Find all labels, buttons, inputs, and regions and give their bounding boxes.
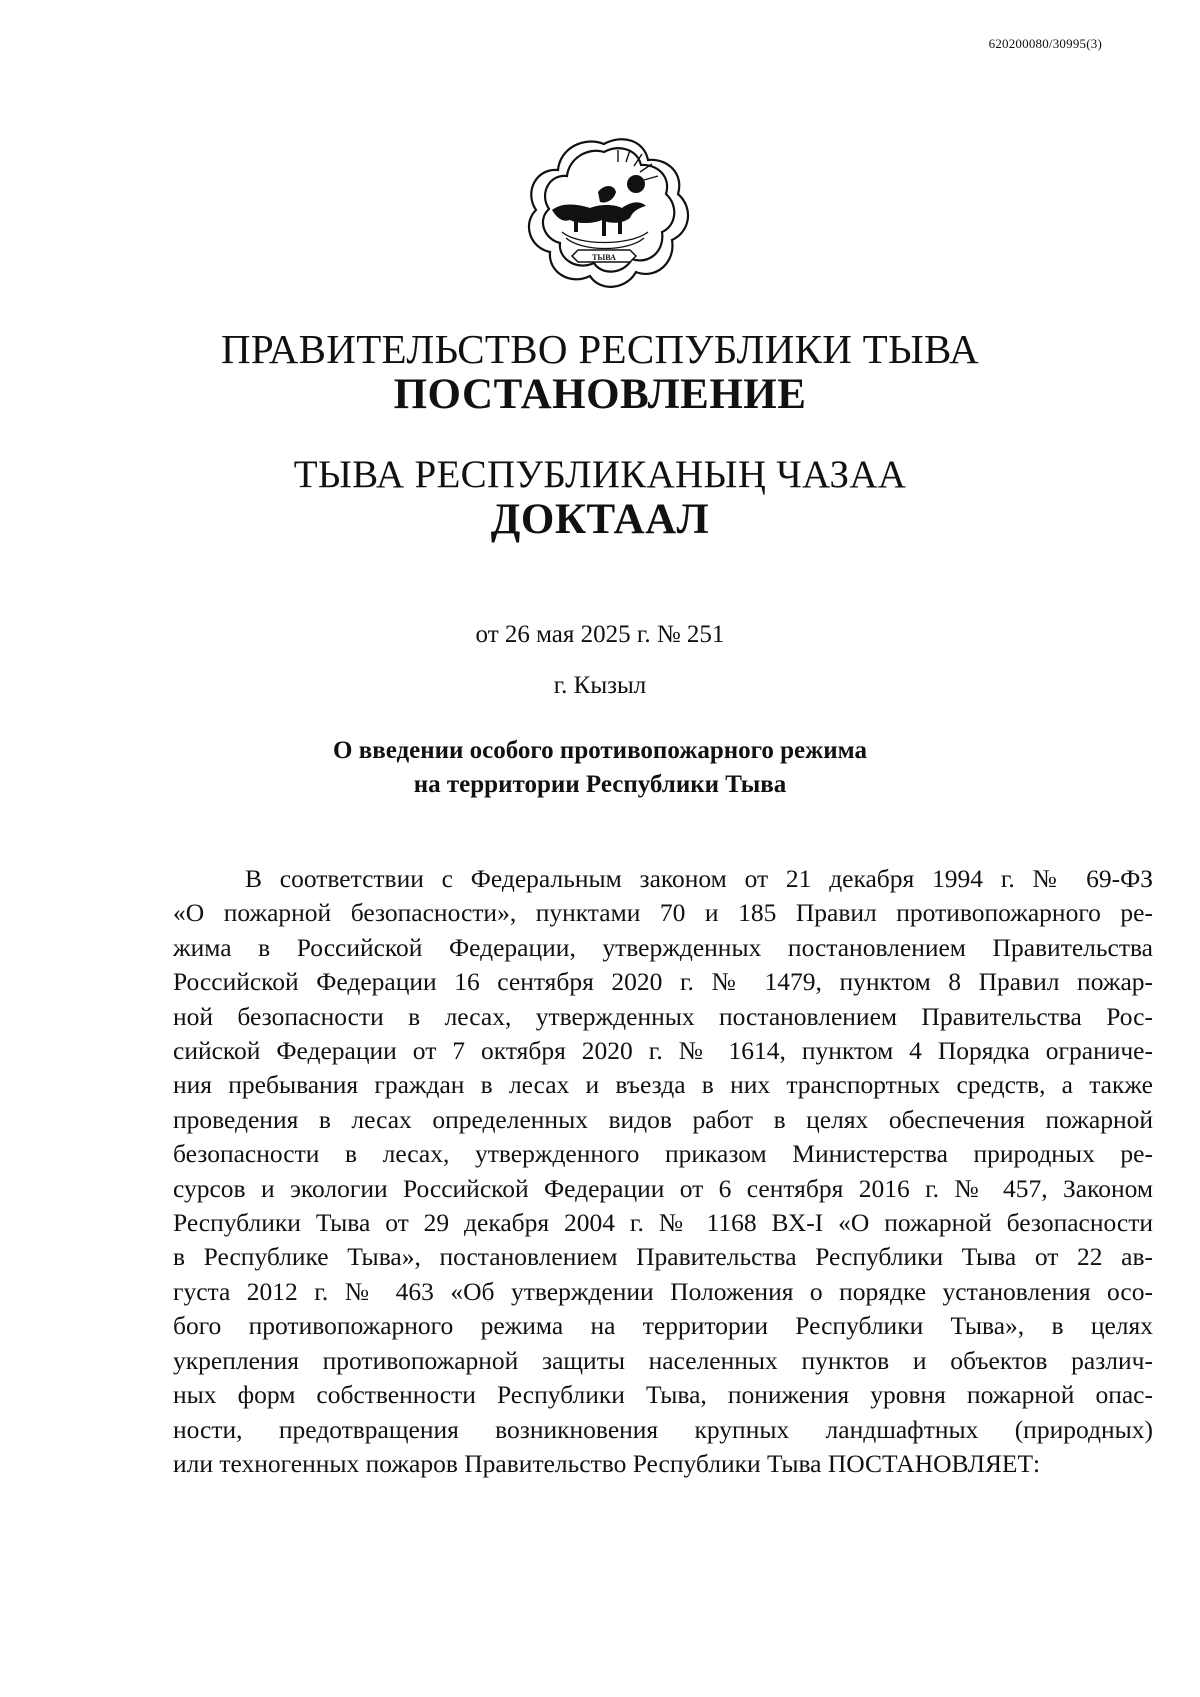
decree-subject-title-line: О введении особого противопожарного режима [333,737,867,764]
emblem-ribbon-text: ТЫВА [592,253,616,262]
decree-subject-title-line: на территории Республики Тыва [413,771,787,798]
preamble-line: ной безопасности в лесах, утвержденных постановлением Правительства Рос- [173,1001,1153,1031]
preamble-line: проведения в лесах определенных видов работ в целях обеспечения пожарной [173,1104,1153,1134]
decree-date-number: от 26 мая 2025 г. № 251 [475,621,725,648]
preamble-line: или техногенных пожаров Правительство Республики Тыва ПОСТАНОВЛЯЕТ: [173,1448,1041,1478]
government-title-ru: ПРАВИТЕЛЬСТВО РЕСПУБЛИКИ ТЫВА [220,326,980,372]
preamble-line: сурсов и экологии Российской Федерации от 6 сентября 2016 г. № 457, Законом [173,1173,1153,1203]
preamble-line: ных форм собственности Республики Тыва, понижения уровня пожарной опас- [173,1380,1153,1410]
coat-of-arms-emblem [518,132,690,292]
preamble-line: ния пребывания граждан в лесах и въезда в них транспортных средств, а также [173,1070,1153,1100]
preamble-line: ности, предотвращения возникновения крупных ландшафтных (природных) [173,1414,1153,1444]
preamble-line: Российской Федерации 16 сентября 2020 г. № 1479, пунктом 8 Правил пожар- [173,967,1153,997]
preamble-line: В соответствии с Федеральным законом от 21 декабря 1994 г. № 69-ФЗ [245,864,1153,893]
preamble-line: безопасности в лесах, утвержденного приказом Министерства природных ре- [173,1139,1153,1169]
document-reference-number: 620200080/30995(3) [988,36,1102,51]
decree-title-ru: ПОСТАНОВЛЕНИЕ [393,371,807,418]
government-title-tyv: ТЫВА РЕСПУБЛИКАНЫҢ ЧАЗАА [293,453,907,496]
preamble-line: в Республике Тыва», постановлением Правительства Республики Тыва от 22 ав- [173,1242,1153,1272]
preamble-line: жима в Российской Федерации, утвержденных постановлением Правительства [173,932,1153,962]
preamble-line: сийской Федерации от 7 октября 2020 г. № 1614, пунктом 4 Порядка ограниче- [173,1036,1153,1066]
preamble-line: густа 2012 г. № 463 «Об утверждении Положения о порядке установления осо- [173,1276,1153,1306]
preamble-line: Республики Тыва от 29 декабря 2004 г. № 1168 ВХ-I «О пожарной безопасности [173,1208,1153,1238]
decree-preamble [173,862,1153,1481]
decree-city: г. Кызыл [553,672,647,699]
preamble-line: бого противопожарного режима на территории Республики Тыва», в целях [173,1311,1153,1341]
decree-title-tyv: ДОКТААЛ [490,496,710,543]
preamble-line: «О пожарной безопасности», пунктами 70 и 185 Правил противопожарного ре- [173,898,1153,928]
preamble-line: укрепления противопожарной защиты населенных пунктов и объектов различ- [173,1345,1153,1375]
